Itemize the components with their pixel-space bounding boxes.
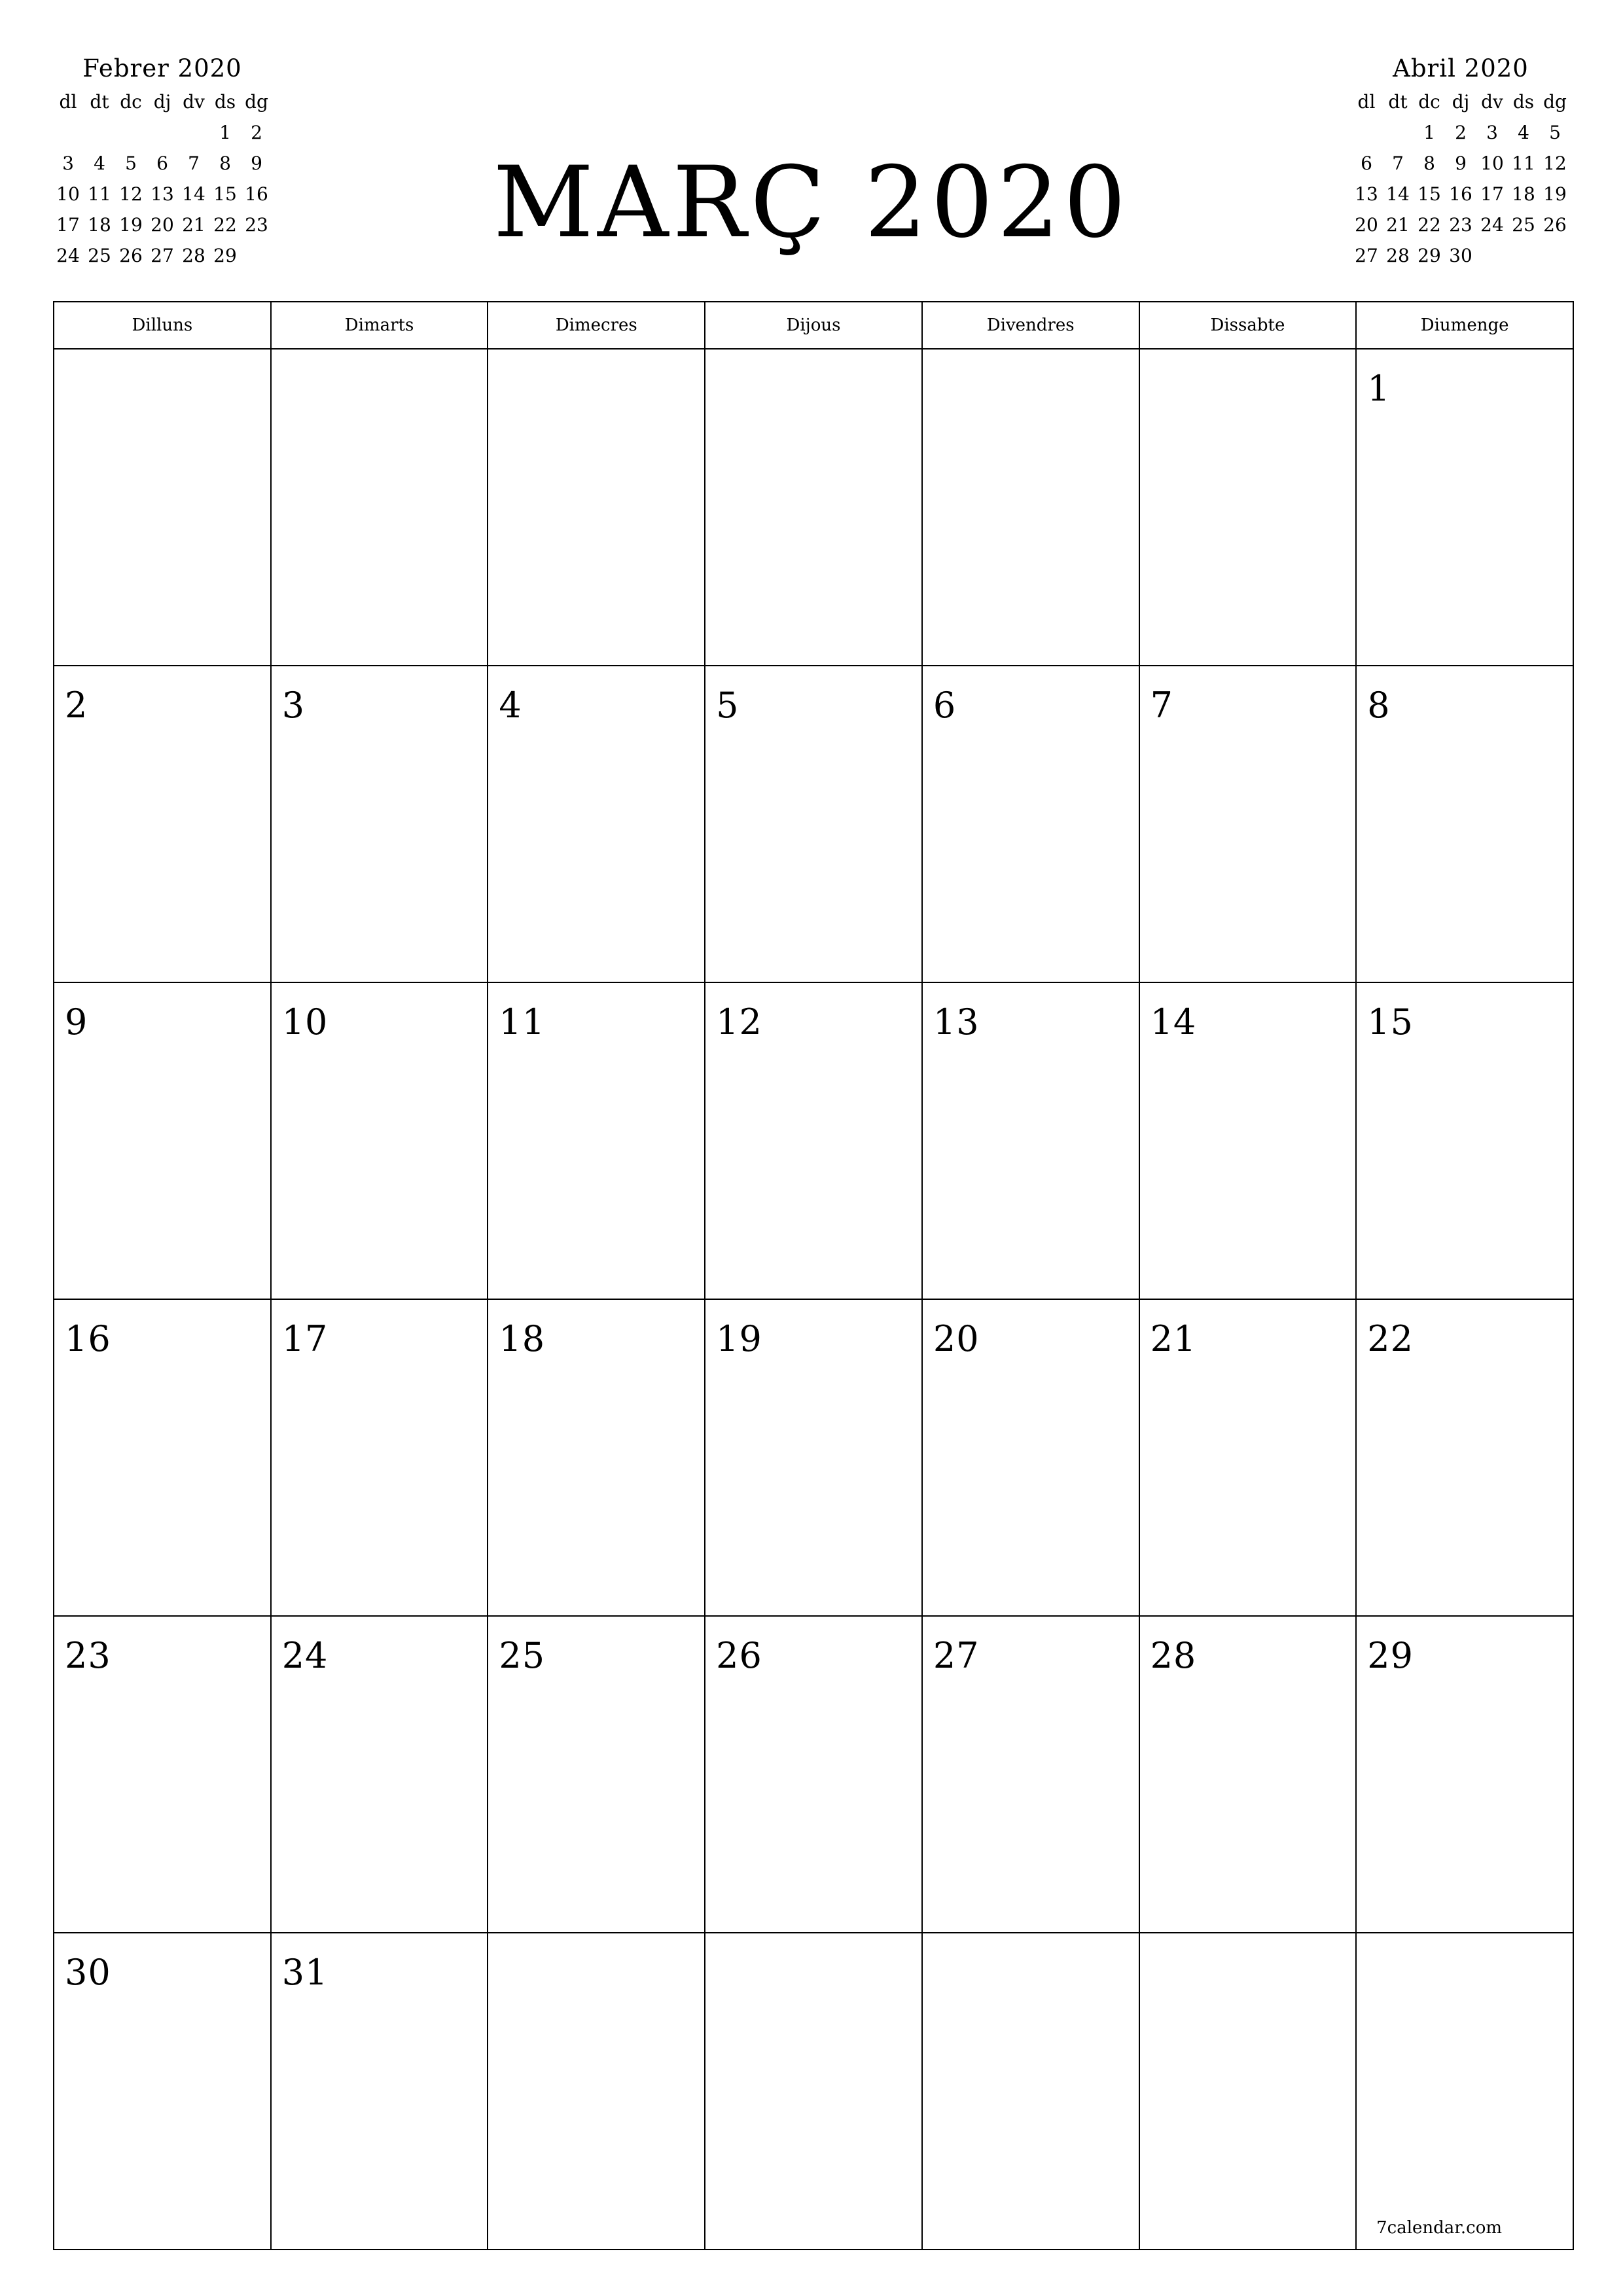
mini-day-number: 18 (1512, 183, 1535, 205)
mini-weekday-label: ds (1512, 91, 1535, 113)
day-number: 16 (65, 1318, 111, 1359)
mini-empty-day (1382, 117, 1414, 148)
mini-day-number: 12 (119, 183, 143, 205)
mini-day-number: 4 (1518, 122, 1529, 143)
day-number: 5 (716, 685, 740, 726)
mini-day-number: 23 (1449, 214, 1472, 236)
day-cell (923, 1617, 1140, 1933)
week-row (54, 666, 1574, 983)
page-title: MARÇ 2020 (493, 146, 1130, 260)
day-cell (272, 1300, 489, 1617)
day-number: 31 (281, 1952, 329, 1993)
mini-day-number: 25 (1512, 214, 1535, 236)
day-cell (54, 983, 272, 1300)
day-cell (705, 1300, 923, 1617)
mini-weekday-label: dl (59, 91, 77, 113)
mini-weekday-label: dl (1357, 91, 1376, 113)
day-number: 12 (716, 1001, 762, 1043)
mini-empty-day (147, 117, 178, 148)
mini-empty-day (115, 117, 147, 148)
day-number: 6 (933, 685, 957, 726)
day-cell (705, 666, 923, 983)
day-cell (272, 1933, 489, 2250)
mini-day-number: 14 (1386, 183, 1410, 205)
mini-day-number: 15 (1418, 183, 1441, 205)
day-cell (272, 666, 489, 983)
mini-weekday-label: dg (1543, 91, 1567, 113)
mini-day-number: 22 (1418, 214, 1441, 236)
mini-calendar-next-month (1351, 51, 1571, 271)
mini-day-number: 8 (219, 152, 231, 174)
day-cell (705, 1617, 923, 1933)
day-cell (923, 666, 1140, 983)
day-number: 9 (65, 1001, 88, 1043)
mini-day-number: 4 (94, 152, 105, 174)
mini-day-number: 22 (213, 214, 237, 236)
day-number: 27 (933, 1635, 980, 1676)
mini-day-number: 20 (151, 214, 174, 236)
day-cell (54, 1617, 272, 1933)
day-number: 1 (1367, 368, 1391, 409)
mini-day-number: 18 (88, 214, 111, 236)
mini-day-number: 16 (245, 183, 268, 205)
mini-weekday-label: dj (1452, 91, 1470, 113)
mini-day-number: 13 (151, 183, 174, 205)
day-cell (1357, 1300, 1574, 1617)
mini-day-number: 11 (88, 183, 111, 205)
mini-empty-day (52, 117, 84, 148)
mini-day-number: 10 (1480, 152, 1504, 174)
day-number: 10 (281, 1001, 329, 1043)
watermark: 7calendar.com (1376, 2218, 1502, 2238)
mini-weekday-label: dj (153, 91, 171, 113)
weekday-header-wednesday: Dimecres (488, 302, 705, 350)
mini-empty-day (1508, 240, 1539, 271)
mini-day-number: 17 (1480, 183, 1504, 205)
day-cell (1357, 666, 1574, 983)
empty-day-cell (54, 350, 272, 666)
mini-day-number: 13 (1355, 183, 1378, 205)
day-number: 20 (933, 1318, 980, 1359)
empty-day-cell (923, 350, 1140, 666)
mini-day-number: 26 (119, 245, 143, 266)
mini-weekday-label: dt (90, 91, 109, 113)
day-cell (1140, 983, 1357, 1300)
week-row (54, 1617, 1574, 1933)
day-number: 28 (1150, 1635, 1197, 1676)
mini-day-number: 29 (213, 245, 237, 266)
mini-day-number: 3 (1486, 122, 1498, 143)
empty-day-cell (923, 1933, 1140, 2250)
day-cell (923, 1300, 1140, 1617)
month-calendar-grid (53, 301, 1574, 2250)
mini-day-number: 5 (1549, 122, 1561, 143)
mini-day-number: 25 (88, 245, 111, 266)
day-cell (923, 983, 1140, 1300)
day-number: 22 (1367, 1318, 1414, 1359)
mini-empty-day (1476, 240, 1508, 271)
day-number: 30 (65, 1952, 111, 1993)
mini-calendar-title: Abril 2020 (1393, 54, 1529, 82)
day-number: 8 (1367, 685, 1391, 726)
day-number: 29 (1367, 1635, 1414, 1676)
day-cell (272, 983, 489, 1300)
mini-day-number: 7 (1392, 152, 1404, 174)
day-cell (1357, 983, 1574, 1300)
mini-day-number: 23 (245, 214, 268, 236)
mini-empty-day (178, 117, 209, 148)
day-number: 19 (716, 1318, 762, 1359)
day-number: 2 (65, 685, 88, 726)
mini-day-number: 15 (213, 183, 237, 205)
weekday-header-monday: Dilluns (54, 302, 272, 350)
day-cell (1140, 666, 1357, 983)
mini-day-number: 28 (1386, 245, 1410, 266)
mini-weekday-label: dv (183, 91, 205, 113)
mini-empty-day (1539, 240, 1571, 271)
day-number: 23 (65, 1635, 111, 1676)
mini-weekday-label: dc (120, 91, 142, 113)
day-cell (705, 983, 923, 1300)
empty-day-cell (488, 350, 705, 666)
mini-day-number: 21 (182, 214, 205, 236)
empty-day-cell (272, 350, 489, 666)
weekday-header-thursday: Dijous (705, 302, 923, 350)
mini-empty-day (241, 240, 272, 271)
day-cell (1357, 1617, 1574, 1933)
day-cell (54, 1933, 272, 2250)
day-cell (488, 1617, 705, 1933)
mini-calendar-previous-month (52, 51, 272, 271)
mini-weekday-label: dv (1481, 91, 1503, 113)
day-cell (1357, 350, 1574, 666)
week-row (54, 1300, 1574, 1617)
day-number: 4 (499, 685, 522, 726)
week-row (54, 350, 1574, 666)
weekday-header-saturday: Dissabte (1140, 302, 1357, 350)
mini-day-number: 20 (1355, 214, 1378, 236)
weekday-header-row (54, 302, 1574, 350)
day-cell (488, 983, 705, 1300)
empty-day-cell (705, 1933, 923, 2250)
week-row (54, 983, 1574, 1300)
mini-day-number: 24 (1480, 214, 1504, 236)
mini-day-number: 10 (56, 183, 80, 205)
empty-day-cell (488, 1933, 705, 2250)
mini-day-number: 7 (188, 152, 200, 174)
mini-day-number: 16 (1449, 183, 1472, 205)
day-number: 25 (499, 1635, 546, 1676)
day-number: 11 (499, 1001, 546, 1043)
day-number: 24 (281, 1635, 329, 1676)
mini-empty-day (1351, 117, 1382, 148)
mini-calendar-grid (1351, 86, 1571, 271)
mini-day-number: 1 (219, 122, 231, 143)
mini-day-number: 6 (156, 152, 168, 174)
mini-day-number: 29 (1418, 245, 1441, 266)
day-cell (1140, 1300, 1357, 1617)
mini-day-number: 19 (119, 214, 143, 236)
mini-day-number: 3 (62, 152, 74, 174)
mini-weekday-label: dc (1418, 91, 1440, 113)
day-number: 7 (1150, 685, 1173, 726)
mini-day-number: 5 (125, 152, 137, 174)
weekday-header-tuesday: Dimarts (272, 302, 489, 350)
mini-weekday-label: ds (214, 91, 236, 113)
day-number: 3 (281, 685, 306, 726)
day-cell (488, 666, 705, 983)
mini-day-number: 14 (182, 183, 205, 205)
day-number: 13 (933, 1001, 980, 1043)
day-number: 26 (716, 1635, 762, 1676)
mini-day-number: 6 (1361, 152, 1372, 174)
empty-day-cell (1140, 350, 1357, 666)
mini-day-number: 9 (1455, 152, 1467, 174)
mini-day-number: 19 (1543, 183, 1567, 205)
day-number: 21 (1150, 1318, 1197, 1359)
mini-day-number: 17 (56, 214, 80, 236)
mini-day-number: 2 (1455, 122, 1467, 143)
mini-day-number: 8 (1423, 152, 1435, 174)
mini-day-number: 27 (1355, 245, 1378, 266)
mini-day-number: 30 (1449, 245, 1472, 266)
day-number: 14 (1150, 1001, 1197, 1043)
mini-weekday-label: dg (245, 91, 268, 113)
mini-empty-day (84, 117, 115, 148)
weekday-header-sunday: Diumenge (1357, 302, 1574, 350)
day-cell (54, 1300, 272, 1617)
mini-day-number: 27 (151, 245, 174, 266)
mini-weekday-label: dt (1388, 91, 1408, 113)
mini-day-number: 28 (182, 245, 205, 266)
empty-day-cell (705, 350, 923, 666)
mini-calendar-grid (52, 86, 272, 271)
mini-day-number: 12 (1543, 152, 1567, 174)
day-cell (1140, 1617, 1357, 1933)
mini-day-number: 11 (1512, 152, 1535, 174)
mini-day-number: 1 (1423, 122, 1435, 143)
day-cell (272, 1617, 489, 1933)
mini-day-number: 24 (56, 245, 80, 266)
day-number: 17 (281, 1318, 329, 1359)
mini-day-number: 2 (251, 122, 262, 143)
mini-day-number: 9 (251, 152, 262, 174)
weeks-container (54, 350, 1574, 2250)
mini-day-number: 26 (1543, 214, 1567, 236)
day-number: 18 (499, 1318, 546, 1359)
empty-day-cell (1357, 1933, 1574, 2250)
week-row (54, 1933, 1574, 2250)
weekday-header-friday: Divendres (923, 302, 1140, 350)
day-number: 15 (1367, 1001, 1414, 1043)
mini-day-number: 21 (1386, 214, 1410, 236)
day-cell (488, 1300, 705, 1617)
day-cell (54, 666, 272, 983)
empty-day-cell (1140, 1933, 1357, 2250)
mini-calendar-title: Febrer 2020 (82, 54, 242, 82)
